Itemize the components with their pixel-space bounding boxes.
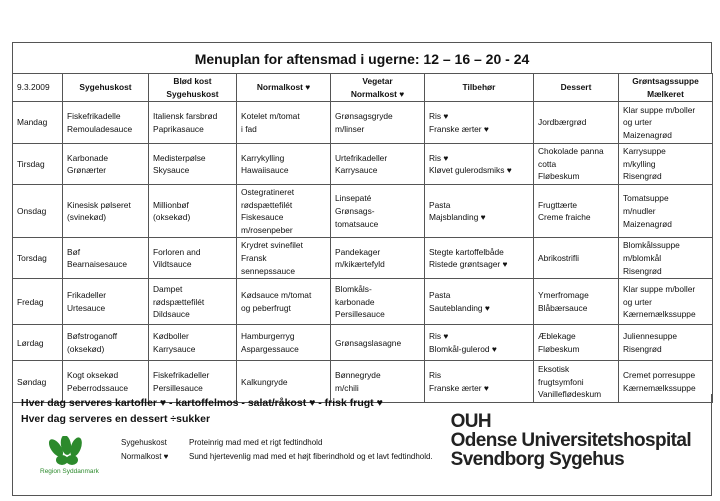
cell-text: Karrysuppe	[623, 146, 666, 157]
cell-text: Blomkåls-	[335, 283, 372, 294]
menu-cell	[619, 144, 713, 185]
legend-row	[121, 436, 433, 450]
cell-text: Skysauce	[153, 165, 190, 176]
cell-text: sennepssauce	[241, 265, 296, 276]
cell-text: Grønsagsgryde	[335, 111, 393, 122]
cell-text: Grøntsagssuppe	[632, 76, 699, 86]
cell-text: Tomatsuppe	[623, 193, 669, 204]
cell-text: Karrysauce	[153, 343, 196, 354]
menu-cell	[149, 238, 237, 279]
cell-text: Sygehuskost	[79, 82, 132, 93]
cell-text: Kødboller	[153, 331, 189, 342]
menu-cell	[425, 325, 534, 361]
cell-text: Kløvet gulerodsmiks ♥	[429, 165, 512, 176]
cell-text: Bearnaisesauce	[67, 259, 128, 270]
cell-text: Kærnemælkssuppe	[623, 382, 696, 393]
day-cell: Lørdag	[13, 325, 63, 361]
menu-cell	[331, 185, 425, 238]
menu-cell	[534, 238, 619, 279]
cell-text: Kødsauce m/tomat	[241, 290, 312, 301]
cell-text: Klar suppe m/boller	[623, 104, 696, 115]
cell-text: Ris ♥	[429, 331, 449, 342]
cell-text: Grønsags-	[335, 205, 375, 216]
region-logo-text: Region Syddanmark	[40, 468, 99, 475]
column-header	[425, 74, 534, 102]
menu-cell	[149, 279, 237, 325]
cell-text: Ristede grøntsager ♥	[429, 259, 508, 270]
cell-text: Karrykylling	[241, 152, 285, 163]
cell-text: Ris ♥	[429, 111, 449, 122]
menu-cell	[534, 144, 619, 185]
menu-cell	[331, 102, 425, 144]
menu-cell	[331, 325, 425, 361]
day-cell: Fredag	[13, 279, 63, 325]
cell-text: Italiensk farsbrød	[153, 111, 218, 122]
cell-text: Frugttærte	[538, 199, 578, 210]
table-row	[13, 144, 713, 185]
menu-table	[12, 73, 713, 403]
cell-text: Millionbøf	[153, 199, 189, 210]
cell-text: Pasta	[429, 290, 451, 301]
cell-text: Ostegratineret	[241, 187, 295, 198]
cell-text: tomatsauce	[335, 218, 379, 229]
cell-text: Maizenagrød	[623, 130, 672, 141]
menu-cell	[237, 102, 331, 144]
column-header	[149, 74, 237, 102]
cell-text: Sygehuskost	[166, 88, 219, 99]
cell-text: Urtesauce	[67, 302, 106, 313]
menu-cell	[63, 279, 149, 325]
cell-text: Kogt oksekød	[67, 370, 119, 381]
cell-text: Blåbærsauce	[538, 302, 588, 313]
cell-text: frugtsymfoni	[538, 376, 584, 387]
cell-text: rødspættefilét	[241, 199, 293, 210]
menu-cell	[63, 238, 149, 279]
cell-text: Dildsauce	[153, 309, 190, 320]
menu-cell	[237, 238, 331, 279]
cell-text: Remouladesauce	[67, 123, 133, 134]
cell-text: Forloren and	[153, 246, 201, 257]
menu-body	[13, 102, 713, 403]
cell-text: Hamburgerryg	[241, 331, 295, 342]
cell-text: i fad	[241, 123, 257, 134]
cell-text: m/blomkål	[623, 253, 662, 264]
cell-text: Blomkålssuppe	[623, 240, 680, 251]
ouh-logo-line: Odense Universitetshospital	[450, 430, 691, 451]
day-cell: Mandag	[13, 102, 63, 144]
cell-text: Grønærter	[67, 165, 107, 176]
cell-text: Ris ♥	[429, 152, 449, 163]
cell-text: og urter	[623, 296, 652, 307]
cell-text: m/kikærtefyld	[335, 259, 385, 270]
cell-text: Kalkungryde	[241, 376, 288, 387]
cell-text: Risengrød	[623, 171, 662, 182]
cell-text: Ris	[429, 370, 442, 381]
menu-cell	[63, 102, 149, 144]
cell-text: Jordbærgrød	[538, 117, 587, 128]
cell-text: Tilbehør	[462, 82, 496, 93]
menu-cell	[534, 102, 619, 144]
menu-cell	[425, 102, 534, 144]
cell-text: Karrysauce	[335, 165, 378, 176]
menu-cell	[331, 238, 425, 279]
region-syddanmark-logo	[38, 436, 108, 486]
menu-cell	[237, 325, 331, 361]
cell-text: Vegetar	[362, 76, 393, 86]
cell-text: Mælkeret	[647, 88, 684, 99]
cell-text: cotta	[538, 158, 557, 169]
cell-text: Hawaiisauce	[241, 165, 289, 176]
cell-text: m/linser	[335, 123, 365, 134]
menu-cell	[63, 185, 149, 238]
cell-text: Urtefrikadeller	[335, 152, 388, 163]
cell-text: Eksotisk	[538, 363, 570, 374]
day-cell: Torsdag	[13, 238, 63, 279]
cell-text: Majsblanding ♥	[429, 212, 486, 223]
cell-text: Paprikasauce	[153, 123, 204, 134]
cell-text: Chokolade panna	[538, 146, 604, 157]
column-header	[619, 74, 713, 102]
cell-text: Franske ærter ♥	[429, 123, 489, 134]
cell-text: Peberrodssauce	[67, 382, 128, 393]
cell-text: Abrikostrifli	[538, 253, 579, 264]
cell-text: og peberfrugt	[241, 302, 291, 313]
cell-text: Kinesisk pølseret	[67, 199, 131, 210]
cell-text: Maizenagrød	[623, 218, 672, 229]
cell-text: Grønsagslasagne	[335, 337, 402, 348]
legend-key: Normalkost ♥	[121, 452, 169, 461]
menu-cell	[237, 279, 331, 325]
cell-text: Dessert	[560, 82, 592, 93]
cell-text: Risengrød	[623, 265, 662, 276]
menu-cell	[63, 144, 149, 185]
menu-cell	[425, 238, 534, 279]
menu-cell	[149, 185, 237, 238]
cell-text: karbonade	[335, 296, 375, 307]
cell-text: Fiskesauce	[241, 212, 284, 223]
menu-cell	[331, 279, 425, 325]
menu-cell	[425, 185, 534, 238]
cell-text: Creme fraiche	[538, 212, 591, 223]
header-row	[13, 74, 713, 102]
cell-text: og urter	[623, 117, 652, 128]
cell-text: Risengrød	[623, 343, 662, 354]
cell-text: Karbonade	[67, 152, 108, 163]
ouh-logo-line: Svendborg Sygehus	[450, 449, 625, 470]
cell-text: Blomkål-gulerod ♥	[429, 343, 497, 354]
cell-text: Kærnemælkssuppe	[623, 309, 696, 320]
cell-text: Klar suppe m/boller	[623, 283, 696, 294]
menu-cell	[534, 185, 619, 238]
column-header	[331, 74, 425, 102]
menu-cell	[149, 325, 237, 361]
day-cell: Tirsdag	[13, 144, 63, 185]
cell-text: Bønnegryde	[335, 370, 381, 381]
cell-text: m/nudler	[623, 205, 656, 216]
cell-text: Bøf	[67, 246, 81, 257]
menu-cell	[425, 144, 534, 185]
cell-text: Fløbeskum	[538, 343, 580, 354]
cell-text: Ymerfromage	[538, 290, 589, 301]
menu-cell	[237, 144, 331, 185]
cell-text: Fløbeskum	[538, 171, 580, 182]
menu-cell	[63, 325, 149, 361]
table-row	[13, 325, 713, 361]
menu-title: Menuplan for aftensmad i ugerne: 12 – 16 – 20 - 24	[194, 50, 530, 67]
cell-text: Medisterpølse	[153, 152, 206, 163]
column-header	[534, 74, 619, 102]
menu-cell	[149, 144, 237, 185]
cell-text: (oksekød)	[153, 212, 191, 223]
cell-text: Linsepaté	[335, 193, 372, 204]
day-cell: Søndag	[13, 361, 63, 403]
table-row	[13, 185, 713, 238]
menu-cell	[619, 325, 713, 361]
menu-cell	[619, 279, 713, 325]
menu-cell	[425, 279, 534, 325]
legend-row	[121, 450, 433, 464]
cell-text: Vildtsauce	[153, 259, 192, 270]
daily-serving-line: Hver dag serveres kartofler ♥ - kartoffelmos - salat/råkost ♥ - frisk frugt ♥	[21, 397, 383, 409]
menu-cell	[237, 185, 331, 238]
table-row	[13, 238, 713, 279]
menu-cell	[534, 279, 619, 325]
cell-text: Blød kost	[173, 76, 212, 86]
cell-text: Persillesauce	[153, 382, 203, 393]
legend-description: Sund hjertevenlig mad med et højt fiberindhold og et lavt fedtindhold.	[189, 452, 433, 461]
cell-text: Fiskefrikadelle	[67, 111, 121, 122]
cell-text: Fiskefrikadeller	[153, 370, 210, 381]
cell-text: (oksekød)	[67, 343, 105, 354]
legend-key: Sygehuskost	[121, 438, 167, 447]
day-cell: Onsdag	[13, 185, 63, 238]
menu-cell	[619, 102, 713, 144]
daily-dessert-line: Hver dag serveres en dessert ÷sukker	[21, 413, 211, 425]
menu-cell	[534, 325, 619, 361]
cell-text: 9.3.2009	[17, 82, 50, 93]
cell-text: Frikadeller	[67, 290, 107, 301]
menu-cell	[149, 102, 237, 144]
cell-text: Fransk	[241, 253, 267, 264]
menu-cell	[619, 238, 713, 279]
cell-text: Dampet	[153, 283, 183, 294]
cell-text: Vanilleflødeskum	[538, 389, 602, 400]
cell-text: Pasta	[429, 199, 451, 210]
footer	[12, 394, 712, 496]
ouh-logo-line: OUH	[450, 411, 492, 432]
region-logo-icon	[38, 436, 104, 470]
cell-text: m/chili	[335, 382, 359, 393]
cell-text: Normalkost ♥	[350, 88, 405, 99]
table-row	[13, 279, 713, 325]
cell-text: m/kylling	[623, 158, 656, 169]
cell-text: Persillesauce	[335, 309, 385, 320]
cell-text: Bøfstroganoff	[67, 331, 118, 342]
cell-text: Sauteblanding ♥	[429, 302, 490, 313]
cell-text: m/rosenpeber	[241, 224, 293, 235]
cell-text: Kotelet m/tomat	[241, 111, 300, 122]
cell-text: Krydret svinefilet	[241, 240, 303, 251]
column-header	[63, 74, 149, 102]
legend-description: Proteinrig mad med et rigt fedtindhold	[189, 438, 323, 447]
cell-text: Normalkost ♥	[256, 82, 311, 93]
cell-text: Juliennesuppe	[623, 331, 678, 342]
menu-cell	[619, 185, 713, 238]
cell-text: Aspargessauce	[241, 343, 299, 354]
cell-text: Pandekager	[335, 246, 381, 257]
cell-text: Stegte kartoffelbåde	[429, 246, 504, 257]
menu-title-row	[12, 42, 712, 74]
menu-cell	[331, 144, 425, 185]
cell-text: rødspættefilét	[153, 296, 205, 307]
cell-text: Franske ærter ♥	[429, 382, 489, 393]
cell-text: (svinekød)	[67, 212, 107, 223]
cell-text: Cremet porresuppe	[623, 370, 696, 381]
kost-legend	[121, 436, 433, 464]
table-row	[13, 102, 713, 144]
ouh-logo	[451, 412, 691, 469]
date-header	[13, 74, 63, 102]
column-header	[237, 74, 331, 102]
cell-text: Æblekage	[538, 331, 576, 342]
